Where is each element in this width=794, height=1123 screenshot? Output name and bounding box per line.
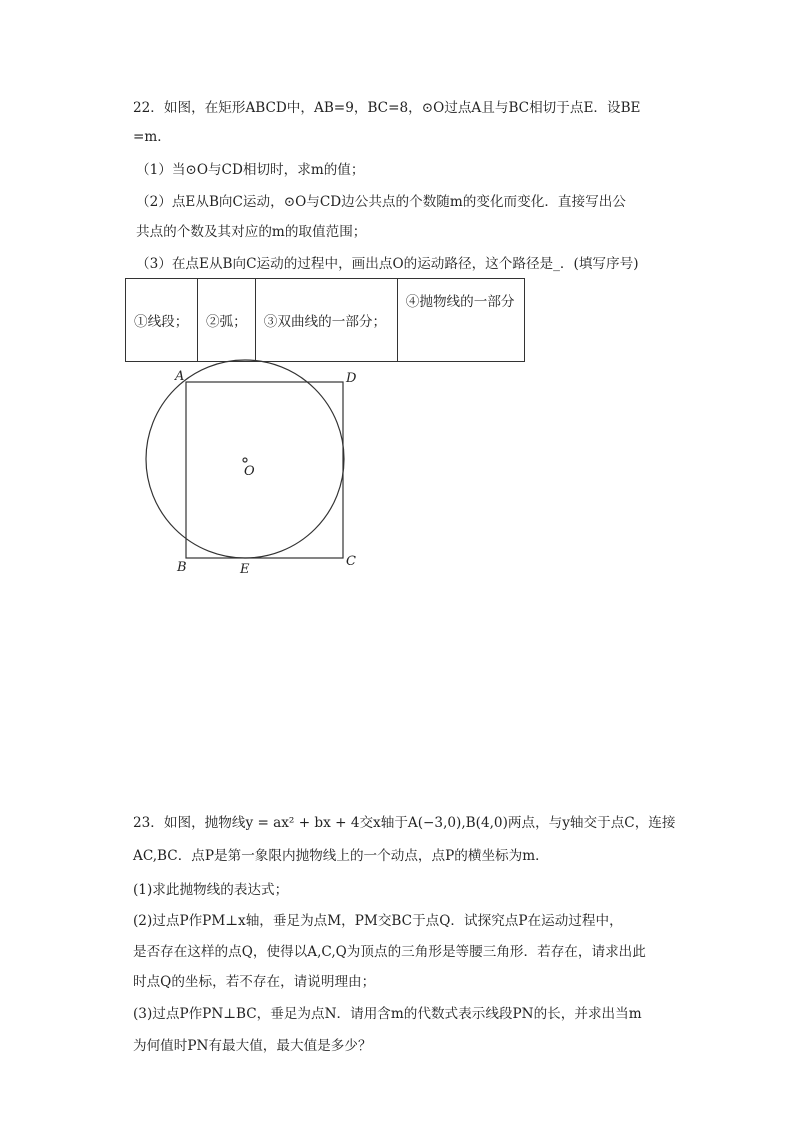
q23-part-2-cont-2: 时点Q的坐标，若不存在，请说明理由；: [133, 974, 376, 990]
q23-part-3-cont: 为何值时PN有最大值，最大值是多少？: [133, 1038, 372, 1054]
q22-part-2-cont: 共点的个数及其对应的m的取值范围；: [136, 224, 367, 240]
option-4: ④抛物线的一部分: [397, 279, 524, 362]
label-e: E: [240, 562, 250, 577]
center-point-o: [243, 458, 247, 462]
q23-line-1: 23．如图，抛物线y = ax² + bx + 4交x轴于A(−3,0),B(4,0)两点，与y轴交于点C，连接: [133, 815, 676, 831]
q23-part-2: (2)过点P作PM⊥x轴，垂足为点M，PM交BC于点Q．试探究点P在运动过程中，: [133, 913, 623, 929]
q22-line-2: =m．: [133, 129, 171, 145]
q23-part-3: (3)过点P作PN⊥BC，垂足为点N．请用含m的代数式表示线段PN的长，并求出当m: [133, 1006, 642, 1022]
label-o: O: [244, 464, 255, 479]
label-c: C: [346, 554, 356, 569]
q22-options-table: [125, 278, 525, 362]
label-b: B: [177, 560, 187, 575]
circle-o: [146, 360, 344, 558]
option-3: ③双曲线的一部分；: [255, 279, 397, 362]
q22-line-1: 22．如图，在矩形ABCD中，AB=9，BC=8，⊙O过点A且与BC相切于点E．设BE: [133, 100, 641, 116]
q22-part-2: （2）点E从B向C运动，⊙O与CD边公共点的个数随m的变化而变化．直接写出公: [136, 194, 626, 210]
rectangle-abcd: [186, 382, 343, 558]
label-d: D: [346, 371, 357, 386]
q23-line-2: AC,BC．点P是第一象限内抛物线上的一个动点，点P的横坐标为m．: [133, 848, 549, 864]
q22-part-1: （1）当⊙O与CD相切时，求m的值；: [136, 162, 365, 178]
option-2: ②弧；: [198, 279, 256, 362]
q23-part-1: (1)求此抛物线的表达式；: [133, 882, 289, 898]
label-a: A: [175, 369, 185, 384]
q22-part-3: （3）在点E从B向C运动的过程中，画出点O的运动路径，这个路径是_．(填写序号): [136, 256, 639, 272]
option-1: ①线段；: [126, 279, 198, 362]
q23-part-2-cont: 是否存在这样的点Q，使得以A,C,Q为顶点的三角形是等腰三角形．若存在，请求出此: [133, 944, 646, 960]
